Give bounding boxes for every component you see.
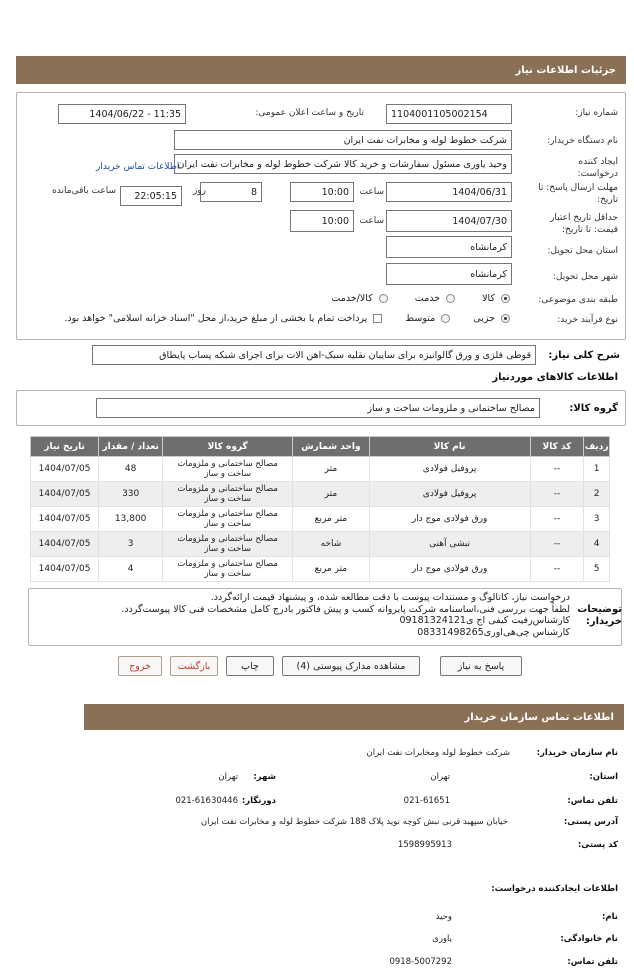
creator-field: وحید یاوری مسئول سفارشات و خرید کالا شرکت خطوط لوله و مخابرات نفت ایران [174, 154, 512, 174]
contact-fax-label: دورنگار: [241, 796, 276, 806]
page-title: جزئیات اطلاعات نیاز [515, 64, 616, 76]
contact-city-value: تهران [218, 772, 238, 782]
contact-title: اطلاعات تماس سازمان خریدار [464, 711, 614, 723]
cell-date: 1404/07/05 [31, 482, 99, 507]
contact-phone-value: 021-61651 [403, 796, 450, 806]
category-label: طبقه بندی موضوعی: [538, 295, 618, 305]
category-radio-goods[interactable] [501, 294, 510, 303]
cell-name: ورق فولادی موج دار [369, 507, 530, 532]
buyer-notes-text [121, 592, 570, 638]
cell-date: 1404/07/05 [31, 532, 99, 557]
creator-family-label: نام خانوادگی: [560, 934, 618, 944]
days-label: روز [192, 186, 206, 196]
validity-date-field: 1404/07/30 [386, 210, 512, 232]
deadline-time-label: ساعت [359, 187, 384, 197]
cell-row: 1 [584, 457, 610, 482]
category-radio-both[interactable] [379, 294, 388, 303]
cell-name: پروفیل فولادی [369, 457, 530, 482]
buyer-contact-link[interactable]: اطلاعات تماس خریدار [96, 162, 180, 172]
postal-code-label: کد پستی: [577, 840, 618, 850]
contact-province-value: تهران [430, 772, 450, 782]
cell-row: 4 [584, 532, 610, 557]
col-qty: تعداد / مقدار [99, 437, 163, 457]
address-value: خیابان سپهبد قرنی نبش کوچه نوید پلاک 188 شرکت خطوط لوله و مخابرات نفت ایران [200, 817, 508, 827]
deadline-label: مهلت ارسال پاسخ: تا تاریخ: [538, 183, 618, 205]
validity-time-field: 10:00 [290, 210, 354, 232]
buyer-name-field: شرکت خطوط لوله و مخابرات نفت ایران [174, 130, 512, 150]
remaining-time-field: 22:05:15 [120, 186, 182, 206]
announce-date-label: تاریخ و ساعت اعلان عمومی: [255, 108, 364, 118]
contact-city-label: شهر: [253, 772, 276, 782]
cell-date: 1404/07/05 [31, 507, 99, 532]
page-header [16, 56, 626, 84]
creator-phone-label: تلفن تماس: [567, 957, 618, 967]
cell-group: مصالح ساختمانی و ملزومات ساخت و ساز [163, 507, 293, 532]
col-row: ردیف [584, 437, 610, 457]
org-label: نام سازمان خریدار: [536, 748, 618, 758]
print-button[interactable]: چاپ [226, 656, 274, 676]
need-number-label: شماره نیاز: [575, 108, 618, 118]
reply-button[interactable]: پاسخ به نیاز [440, 656, 522, 676]
cell-unit: متر مربع [293, 557, 369, 582]
cell-group: مصالح ساختمانی و ملزومات ساخت و ساز [163, 532, 293, 557]
validity-label: حداقل تاریخ اعتبار قیمت: تا تاریخ: [550, 213, 618, 235]
postal-code-value: 1598995913 [397, 840, 452, 850]
creator-phone-value: 0918-5007292 [389, 957, 452, 967]
summary-field: قوطی فلزی و ورق گالوانیزه برای سایبان نقلیه سبک-اهن الات برای اجرای شبکه پساب پایطاق [92, 345, 536, 365]
cell-code: -- [530, 482, 584, 507]
cell-unit: متر [293, 482, 369, 507]
cell-name: پروفیل فولادی [369, 482, 530, 507]
table-row [31, 557, 610, 582]
goods-section-title: اطلاعات کالاهای موردنیاز [492, 372, 618, 383]
goods-group-field: مصالح ساختمانی و ملزومات ساخت و ساز [96, 398, 540, 418]
cell-qty: 330 [99, 482, 163, 507]
view-attachments-button[interactable]: مشاهده مدارک پیوستی (4) [282, 656, 420, 676]
category-option-both: کالا/خدمت [331, 293, 373, 304]
notes-line-4: کارشناس چی‌هی‌اوری08331498265 [417, 626, 570, 638]
notes-line-1: درخواست نیاز، کاتالوگ و مستندات پیوست با دقت مطالعه شده، و پیشنهاد قیمت ارائه‌گردد. [210, 592, 570, 603]
cell-code: -- [530, 457, 584, 482]
cell-qty: 13,800 [99, 507, 163, 532]
summary-label: شرح کلی نیاز: [548, 350, 620, 361]
address-label: آدرس پستی: [563, 817, 618, 827]
days-remaining-field: 8 [200, 182, 262, 202]
cell-name: نبشی آهنی [369, 532, 530, 557]
city-label: شهر محل تحویل: [552, 272, 618, 282]
province-field: کرمانشاه [386, 236, 512, 258]
province-label: استان محل تحویل: [547, 246, 618, 256]
contact-phone-label: تلفن تماس: [567, 796, 618, 806]
deadline-date-field: 1404/06/31 [386, 182, 512, 202]
contact-province-label: استان: [589, 772, 618, 782]
cell-date: 1404/07/05 [31, 557, 99, 582]
cell-unit: متر [293, 457, 369, 482]
cell-unit: متر مربع [293, 507, 369, 532]
table-row [31, 507, 610, 532]
category-option-service: خدمت [414, 293, 441, 304]
col-unit: واحد شمارش [293, 437, 369, 457]
cell-row: 5 [584, 557, 610, 582]
cell-row: 2 [584, 482, 610, 507]
category-radio-service[interactable] [446, 294, 455, 303]
cell-unit: شاخه [293, 532, 369, 557]
city-field: کرمانشاه [386, 263, 512, 285]
cell-code: -- [530, 557, 584, 582]
cell-date: 1404/07/05 [31, 457, 99, 482]
validity-time-label: ساعت [359, 216, 384, 226]
contact-fax-value: 021-61630446 [175, 796, 238, 806]
cell-group: مصالح ساختمانی و ملزومات ساخت و ساز [163, 557, 293, 582]
col-date: تاریخ نیاز [31, 437, 99, 457]
buyer-name-label: نام دستگاه خریدار: [547, 136, 618, 146]
category-option-goods: کالا [482, 293, 495, 304]
col-group: گروه کالا [163, 437, 293, 457]
table-row [31, 457, 610, 482]
col-code: کد کالا [530, 437, 584, 457]
process-radio-medium[interactable] [441, 314, 450, 323]
treasury-payment-note: پرداخت تمام یا بخشی از مبلغ خرید،از محل "اسناد خزانه اسلامی" خواهد بود. [64, 313, 368, 324]
back-button[interactable]: بازگشت [170, 656, 218, 676]
cell-row: 3 [584, 507, 610, 532]
process-options [61, 313, 510, 324]
process-label: نوع فرآیند خرید: [557, 315, 618, 325]
table-header-row [31, 437, 610, 457]
contact-header [84, 704, 624, 730]
cell-qty: 4 [99, 557, 163, 582]
exit-button[interactable]: خروج [118, 656, 162, 676]
creator-family-value: یاوری [432, 934, 452, 944]
cell-code: -- [530, 532, 584, 557]
notes-line-2: لطفاً جهت بررسی فنی،اساسنامه شرکت پایروانه کسب و پیش فاکتور بادرج کامل مشخصات فنی کالا پیوست‌گردد. [121, 603, 570, 615]
cell-name: ورق فولادی موج دار [369, 557, 530, 582]
announce-date-field: 1404/06/22 - 11:35 [58, 104, 186, 124]
process-option-medium: متوسط [405, 313, 436, 324]
category-options [328, 293, 510, 304]
notes-line-3: کارشناس‌رفیت‌ کیفی‌ اج ی09181324121 [399, 615, 570, 626]
cell-group: مصالح ساختمانی و ملزومات ساخت و ساز [163, 482, 293, 507]
creator-label: ایجاد کننده درخواست: [577, 157, 618, 179]
process-option-minor: جزیی [473, 313, 495, 324]
deadline-time-field: 10:00 [290, 182, 354, 202]
treasury-payment-checkbox[interactable] [373, 314, 382, 323]
goods-table [30, 436, 610, 582]
col-name: نام کالا [369, 437, 530, 457]
table-row [31, 532, 610, 557]
creator-name-label: نام: [601, 912, 618, 922]
table-row [31, 482, 610, 507]
need-number-field: 1104001105002154 [386, 104, 512, 124]
cell-group: مصالح ساختمانی و ملزومات ساخت و ساز [163, 457, 293, 482]
cell-code: -- [530, 507, 584, 532]
org-value: شرکت خطوط لوله ومخابرات نفت ایران [366, 748, 510, 758]
process-radio-minor[interactable] [501, 314, 510, 323]
buyer-notes-label: توضیحات خریدار: [577, 604, 622, 627]
goods-group-label: گروه کالا: [569, 403, 618, 414]
creator-info-title: اطلاعات ایجادکننده درخواست: [491, 884, 618, 894]
remaining-time-label: ساعت باقی‌مانده [52, 186, 116, 196]
creator-name-value: وحید [435, 912, 452, 922]
cell-qty: 3 [99, 532, 163, 557]
cell-qty: 48 [99, 457, 163, 482]
